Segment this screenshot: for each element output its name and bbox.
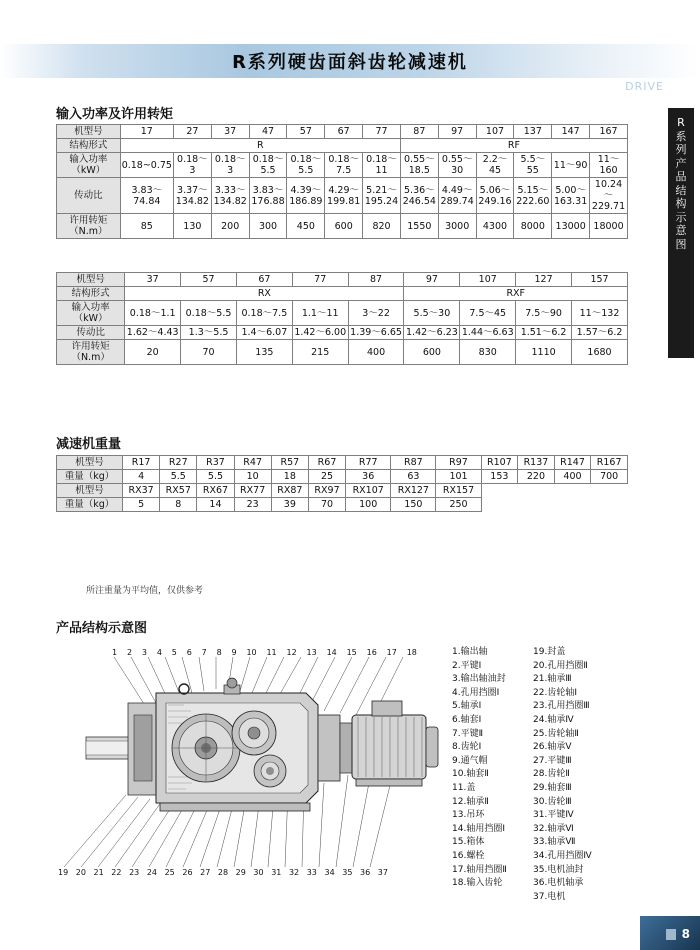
- power-cell: 11～132: [572, 301, 628, 326]
- weight-cell: 700: [591, 470, 628, 484]
- legend-item: 3.输出轴油封: [452, 674, 506, 685]
- model-cell: 37: [211, 125, 249, 139]
- legend-item: 17.轴用挡圈Ⅱ: [452, 864, 507, 875]
- empty-cell: [481, 498, 518, 512]
- callout-number: 5: [171, 648, 177, 657]
- legend-item: 32.轴承Ⅵ: [533, 823, 574, 834]
- torque-cell: 1550: [400, 214, 438, 239]
- legend-item: 24.轴承Ⅳ: [533, 714, 574, 725]
- torque-cell: 85: [120, 214, 173, 239]
- side-tab-char: 品: [675, 170, 687, 183]
- model-cell: 127: [516, 273, 572, 287]
- power-cell: 0.18～3: [211, 153, 249, 178]
- ratio-cell: 1.62～4.43: [125, 326, 181, 340]
- callout-number: 8: [216, 648, 222, 657]
- legend-item: 16.螺栓: [452, 850, 485, 861]
- legend-item: 2.平键Ⅰ: [452, 660, 482, 671]
- legend-item: 33.轴承Ⅶ: [533, 837, 576, 848]
- table-row: [57, 287, 628, 301]
- weight-cell: 220: [518, 470, 555, 484]
- model-cell: R147: [554, 456, 591, 470]
- ratio-cell: 10.24～ 229.71: [590, 178, 628, 214]
- legend-item: 11.盖: [452, 782, 476, 793]
- callout-number: 36: [360, 868, 371, 877]
- callout-number: 16: [366, 648, 377, 657]
- table-row: [57, 301, 628, 326]
- weight-cell: 5.5: [197, 470, 234, 484]
- legend-item: 9.通气帽: [452, 755, 488, 766]
- empty-cell: [481, 484, 518, 498]
- row-label: 机型号: [57, 484, 123, 498]
- structure-diagram: [56, 645, 446, 880]
- model-cell: R77: [346, 456, 391, 470]
- weight-cell: 153: [481, 470, 518, 484]
- gearbox-cutaway-drawing: [56, 645, 446, 880]
- header-watermark: DRIVE: [625, 80, 664, 93]
- legend-item: 1.输出轴: [452, 647, 488, 657]
- legend-item: 20.孔用挡圈Ⅱ: [533, 660, 588, 671]
- ratio-cell: 4.39～ 186.89: [287, 178, 325, 214]
- legend-item: 7.平键Ⅱ: [452, 728, 484, 739]
- weight-cell: 23: [234, 498, 271, 512]
- weight-cell: 8: [160, 498, 197, 512]
- row-label: 输入功率 （kW）: [57, 301, 125, 326]
- legend-item: 15.箱体: [452, 837, 485, 848]
- weight-note: 所注重量为平均值，仅供参考: [86, 586, 204, 596]
- torque-cell: 830: [460, 340, 516, 365]
- model-cell: R137: [518, 456, 555, 470]
- model-cell: R67: [308, 456, 345, 470]
- input-power-torque-table: [56, 124, 628, 239]
- empty-cell: [591, 498, 628, 512]
- model-cell: 77: [292, 273, 348, 287]
- legend-item: 14.轴用挡圈Ⅰ: [452, 823, 505, 834]
- torque-cell: 215: [292, 340, 348, 365]
- row-label: 输入功率 （kW）: [57, 153, 121, 178]
- table-row: [57, 125, 628, 139]
- table-row: [57, 470, 628, 484]
- legend-item: 23.孔用挡圈Ⅲ: [533, 701, 590, 712]
- section-title-power-torque: 输入功率及许用转矩: [56, 107, 174, 122]
- ratio-cell: 1.42～6.00: [292, 326, 348, 340]
- model-cell: R87: [391, 456, 436, 470]
- weight-cell: 14: [197, 498, 234, 512]
- power-cell: 0.18~0.75: [120, 153, 173, 178]
- torque-cell: 1110: [516, 340, 572, 365]
- weight-cell: 5.5: [160, 470, 197, 484]
- model-cell: RX37: [123, 484, 160, 498]
- ratio-cell: 3.83～ 176.88: [249, 178, 287, 214]
- callout-number: 17: [386, 648, 397, 657]
- legend-item: 10.轴套Ⅱ: [452, 769, 489, 780]
- torque-cell: 450: [287, 214, 325, 239]
- row-label: 许用转矩 （N.m）: [57, 214, 121, 239]
- model-cell: RX77: [234, 484, 271, 498]
- power-cell: 11～160: [590, 153, 628, 178]
- diagram-bottom-numbers: [58, 868, 388, 877]
- ratio-cell: 5.06～ 249.16: [476, 178, 514, 214]
- weight-cell: 150: [391, 498, 436, 512]
- power-cell: 0.55～30: [438, 153, 476, 178]
- legend-item: 19.封盖: [533, 647, 566, 657]
- ratio-cell: 1.3～5.5: [181, 326, 237, 340]
- side-tab-char: 列: [675, 143, 687, 156]
- legend-item: 34.孔用挡圈Ⅳ: [533, 850, 592, 861]
- ratio-cell: 5.00～ 163.31: [552, 178, 590, 214]
- torque-cell: 8000: [514, 214, 552, 239]
- legend-item: 25.齿轮轴Ⅱ: [533, 728, 579, 739]
- side-tab-char: 系: [675, 129, 687, 143]
- model-cell: R97: [436, 456, 481, 470]
- power-cell: 3～22: [348, 301, 404, 326]
- callout-number: 1: [112, 648, 118, 657]
- callout-number: 14: [326, 648, 337, 657]
- power-cell: 0.18～11: [363, 153, 401, 178]
- power-cell: 7.5～90: [516, 301, 572, 326]
- callout-number: 29: [235, 868, 246, 877]
- model-cell: RX127: [391, 484, 436, 498]
- weight-cell: 10: [234, 470, 271, 484]
- row-label: 结构形式: [57, 287, 125, 301]
- table-row: [57, 178, 628, 214]
- ratio-cell: 4.49～ 289.74: [438, 178, 476, 214]
- model-cell: 87: [348, 273, 404, 287]
- ratio-cell: 5.21～ 195.24: [363, 178, 401, 214]
- legend-item: 36.电机轴承: [533, 878, 584, 889]
- form-cell: RXF: [404, 287, 628, 301]
- callout-number: 30: [253, 868, 264, 877]
- callout-number: 6: [186, 648, 192, 657]
- page-number: 8: [681, 927, 690, 941]
- empty-cell: [518, 484, 555, 498]
- power-cell: 11～90: [552, 153, 590, 178]
- callout-number: 23: [129, 868, 140, 877]
- table-row: [57, 484, 628, 498]
- table-row: [57, 326, 628, 340]
- power-cell: 5.5～55: [514, 153, 552, 178]
- ratio-cell: 1.4～6.07: [236, 326, 292, 340]
- legend-item: 37.电机: [533, 891, 566, 902]
- power-cell: 0.18～7.5: [325, 153, 363, 178]
- legend-item: 13.吊环: [452, 810, 485, 821]
- weight-cell: 39: [271, 498, 308, 512]
- torque-cell: 13000: [552, 214, 590, 239]
- ratio-cell: 3.83～ 74.84: [120, 178, 173, 214]
- torque-cell: 600: [325, 214, 363, 239]
- legend-item: 27.平键Ⅲ: [533, 755, 572, 766]
- ratio-cell: 1.44～6.63: [460, 326, 516, 340]
- legend-item: 29.轴套Ⅲ: [533, 782, 572, 793]
- gearbox-weight-table: [56, 455, 628, 512]
- empty-cell: [554, 498, 591, 512]
- model-cell: 17: [120, 125, 173, 139]
- ratio-cell: 4.29～ 199.81: [325, 178, 363, 214]
- model-cell: 67: [325, 125, 363, 139]
- ratio-cell: 1.57～6.2: [572, 326, 628, 340]
- model-cell: R27: [160, 456, 197, 470]
- power-cell: 0.18～1.1: [125, 301, 181, 326]
- torque-cell: 820: [363, 214, 401, 239]
- table-row: [57, 214, 628, 239]
- ratio-cell: 1.51～6.2: [516, 326, 572, 340]
- weight-cell: 18: [271, 470, 308, 484]
- callout-number: 27: [200, 868, 211, 877]
- rx-input-power-torque-table: [56, 272, 628, 365]
- weight-cell: 63: [391, 470, 436, 484]
- legend-item: 31.平键Ⅳ: [533, 810, 574, 821]
- model-cell: 97: [404, 273, 460, 287]
- callout-number: 11: [266, 648, 277, 657]
- legend-item: 4.孔用挡圈Ⅰ: [452, 687, 500, 698]
- model-cell: 87: [400, 125, 438, 139]
- row-label: 机型号: [57, 273, 125, 287]
- torque-cell: 70: [181, 340, 237, 365]
- callout-number: 22: [111, 868, 122, 877]
- callout-number: 24: [146, 868, 158, 877]
- model-cell: 147: [552, 125, 590, 139]
- model-cell: 77: [363, 125, 401, 139]
- empty-cell: [591, 484, 628, 498]
- side-tab-char: R: [677, 116, 685, 129]
- torque-cell: 18000: [590, 214, 628, 239]
- callout-number: 35: [342, 868, 353, 877]
- weight-cell: 100: [346, 498, 391, 512]
- model-cell: 137: [514, 125, 552, 139]
- table-row: [57, 498, 628, 512]
- legend-item: 5.轴承Ⅰ: [452, 701, 482, 712]
- model-cell: RX87: [271, 484, 308, 498]
- callout-number: 10: [246, 648, 257, 657]
- ratio-cell: 1.42～6.23: [404, 326, 460, 340]
- power-cell: 2.2～45: [476, 153, 514, 178]
- weight-cell: 25: [308, 470, 345, 484]
- model-cell: R37: [197, 456, 234, 470]
- torque-cell: 400: [348, 340, 404, 365]
- power-cell: 0.18～3: [173, 153, 211, 178]
- model-cell: 37: [125, 273, 181, 287]
- ratio-cell: 5.36～ 246.54: [400, 178, 438, 214]
- callout-number: 32: [288, 868, 300, 877]
- form-cell: R: [120, 139, 400, 153]
- model-cell: 97: [438, 125, 476, 139]
- callout-number: 21: [93, 868, 104, 877]
- side-tab-char: 构: [675, 197, 687, 210]
- row-label: 重量（kg）: [57, 498, 123, 512]
- torque-cell: 600: [404, 340, 460, 365]
- legend-item: 21.轴承Ⅲ: [533, 674, 572, 685]
- ratio-cell: 1.39～6.65: [348, 326, 404, 340]
- side-tab-char: 结: [675, 183, 687, 197]
- callout-number: 7: [201, 648, 207, 657]
- model-cell: 67: [236, 273, 292, 287]
- empty-cell: [518, 498, 555, 512]
- ratio-cell: 3.33～ 134.82: [211, 178, 249, 214]
- callout-number: 12: [286, 648, 297, 657]
- model-cell: 47: [249, 125, 287, 139]
- callout-number: 26: [182, 868, 193, 877]
- model-cell: R107: [481, 456, 518, 470]
- page-marker: [666, 929, 676, 940]
- torque-cell: 130: [173, 214, 211, 239]
- model-cell: 167: [590, 125, 628, 139]
- weight-cell: 36: [346, 470, 391, 484]
- callout-number: 33: [306, 868, 317, 877]
- table-row: [57, 273, 628, 287]
- side-tab-char: 意: [675, 224, 687, 237]
- legend-item: 18.输入齿轮: [452, 878, 503, 889]
- torque-cell: 4300: [476, 214, 514, 239]
- table-row: [57, 340, 628, 365]
- callout-number: 28: [217, 868, 229, 877]
- callout-number: 20: [75, 868, 86, 877]
- torque-cell: 1680: [572, 340, 628, 365]
- model-cell: 157: [572, 273, 628, 287]
- legend-item: 30.齿轮Ⅲ: [533, 796, 572, 807]
- legend-item: 26.轴承Ⅴ: [533, 742, 572, 753]
- weight-cell: 4: [123, 470, 160, 484]
- model-cell: R57: [271, 456, 308, 470]
- power-cell: 0.18～5.5: [249, 153, 287, 178]
- legend-item: 12.轴承Ⅱ: [452, 796, 489, 807]
- model-cell: RX67: [197, 484, 234, 498]
- ratio-cell: 5.15～ 222.60: [514, 178, 552, 214]
- power-cell: 7.5～45: [460, 301, 516, 326]
- model-cell: RX157: [436, 484, 481, 498]
- legend-item: 22.齿轮轴Ⅰ: [533, 687, 577, 698]
- legend-item: 8.齿轮Ⅰ: [452, 742, 482, 753]
- table-row: [57, 456, 628, 470]
- torque-cell: 135: [236, 340, 292, 365]
- form-cell: RX: [125, 287, 404, 301]
- model-cell: 107: [476, 125, 514, 139]
- callout-number: 13: [306, 648, 317, 657]
- page-title: R系列硬齿面斜齿轮减速机: [232, 52, 468, 73]
- diagram-legend-right: [533, 646, 592, 904]
- form-cell: RF: [400, 139, 627, 153]
- weight-cell: 250: [436, 498, 481, 512]
- model-cell: R167: [591, 456, 628, 470]
- model-cell: R47: [234, 456, 271, 470]
- row-label: 结构形式: [57, 139, 121, 153]
- callout-number: 3: [141, 648, 147, 657]
- model-cell: 107: [460, 273, 516, 287]
- torque-cell: 3000: [438, 214, 476, 239]
- ratio-cell: 3.37～ 134.82: [173, 178, 211, 214]
- torque-cell: 200: [211, 214, 249, 239]
- weight-cell: 5: [123, 498, 160, 512]
- empty-cell: [554, 484, 591, 498]
- power-cell: 0.18～7.5: [236, 301, 292, 326]
- side-tab-char: 示: [675, 210, 687, 224]
- power-cell: 0.18～5.5: [181, 301, 237, 326]
- legend-item: 28.齿轮Ⅱ: [533, 769, 570, 780]
- model-cell: RX97: [308, 484, 345, 498]
- section-title-structure: 产品结构示意图: [56, 621, 148, 636]
- callout-number: 25: [164, 868, 175, 877]
- power-cell: 0.55～18.5: [400, 153, 438, 178]
- row-label: 机型号: [57, 456, 123, 470]
- table-row: [57, 153, 628, 178]
- row-label: 许用转矩 （N.m）: [57, 340, 125, 365]
- torque-cell: 20: [125, 340, 181, 365]
- row-label: 传动比: [57, 326, 125, 340]
- diagram-legend-left: [452, 646, 507, 891]
- model-cell: 57: [181, 273, 237, 287]
- power-cell: 5.5～30: [404, 301, 460, 326]
- callout-number: 37: [377, 868, 388, 877]
- legend-item: 6.轴套Ⅰ: [452, 714, 482, 725]
- torque-cell: 300: [249, 214, 287, 239]
- model-cell: RX57: [160, 484, 197, 498]
- model-cell: R17: [123, 456, 160, 470]
- weight-cell: 70: [308, 498, 345, 512]
- callout-number: 4: [156, 648, 162, 657]
- legend-item: 35.电机油封: [533, 864, 584, 875]
- callout-number: 9: [231, 648, 237, 657]
- weight-cell: 400: [554, 470, 591, 484]
- table-row: [57, 139, 628, 153]
- section-title-weight: 减速机重量: [56, 437, 122, 452]
- side-tab-char: 图: [675, 237, 687, 251]
- callout-number: 31: [271, 868, 282, 877]
- row-label: 传动比: [57, 178, 121, 214]
- model-cell: 27: [173, 125, 211, 139]
- power-cell: 0.18～5.5: [287, 153, 325, 178]
- callout-number: 2: [126, 648, 133, 657]
- callout-number: 18: [406, 648, 417, 657]
- row-label: 机型号: [57, 125, 121, 139]
- weight-cell: 101: [436, 470, 481, 484]
- callout-number: 34: [324, 868, 335, 877]
- side-tab: [668, 108, 694, 358]
- callout-number: 15: [346, 648, 357, 657]
- row-label: 重量（kg）: [57, 470, 123, 484]
- callout-number: 19: [58, 868, 69, 877]
- model-cell: 57: [287, 125, 325, 139]
- power-cell: 1.1～11: [292, 301, 348, 326]
- side-tab-char: 产: [675, 156, 687, 170]
- model-cell: RX107: [346, 484, 391, 498]
